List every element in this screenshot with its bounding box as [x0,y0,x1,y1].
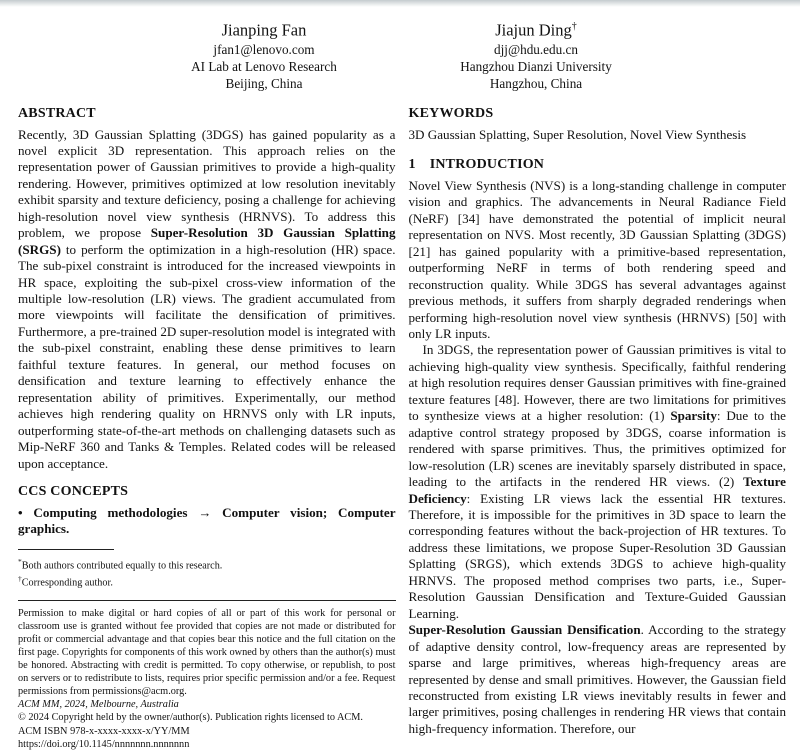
author-block-2 [400,16,672,92]
section-number: 1 [408,156,416,172]
footnote-equal-contribution [18,555,396,572]
intro-paragraph-2 [409,342,787,622]
sparsity-bold-term: Sparsity [670,408,717,424]
ccs-concept: Computer vision; Computer graphics [18,505,396,537]
right-column [409,106,787,751]
author-name-text: Jiajun Ding [495,20,572,40]
author-name-superscript: † [571,21,577,32]
author-block-1 [128,16,400,92]
keywords-list: 3D Gaussian Splatting, Super Resolution, Novel View Synthesis [408,126,747,142]
author-affiliation: AI Lab at Lenovo Research [191,58,337,74]
footnote-corresponding-author [18,572,396,589]
abstract-paragraph [18,127,396,473]
author-affiliation: Hangzhou Dianzi University [460,58,612,74]
ccs-bullet: • [18,505,34,521]
isbn-line: ACM ISBN 978-x-xxxx-xxxx-x/YY/MM [18,725,190,737]
abstract-text: to perform the optimization in a high-resolution (HR) space. The sub-pixel constraint is introduced for the increased viewpoints in HR space, exploiting the sub-pixel cross-view information of the multiple low-resolution (LR) views. The gradient accumulated from more viewpoints will facilitate the densification of primitives. Furthermore, a pre-trained 2D super-resolution model is integrated with the sub-pixel constraint, enabling these dense primitives to learn faithful texture features. In general, our method focuses on densification and texture learning to effectively enhance the representation ability of primitives. Experimentally, our method achieves high rendering quality on HRNVS only with LR inputs, outperforming state-of-the-art methods on challenging datasets such as Mip-NeRF 360 and Tanks & Temples. Related codes will be released upon acceptance. [18,241,396,471]
author-location: Beijing, China [225,75,303,91]
texture-deficiency-bold-term: Texture Deficiency [408,474,786,506]
page-top-edge [0,0,800,7]
intro-text: : Due to the adaptive control strategy proposed by 3DGS, coarse information is rendered with sparse primitives. Thus, the primitives optimized for low-resolution (LR) scenes are inevitably sparsely distributed in space, leading to the artifacts in the rendered HR views. (2) [408,408,786,490]
author-name-text: Jianping Fan [221,20,307,40]
ccs-heading: CCS CONCEPTS [18,484,129,500]
section-title: INTRODUCTION [429,156,545,172]
author-name [400,16,672,41]
intro-text: In 3DGS, the representation power of Gaussian primitives is vital to achieving high-quality view synthesis. Specifically, faithful rendering at high resolution requires denser Gaussian primitives with fine-grained texture features [48]. However, there are two limitations for primitives to synthesize views at a higher resolution: (1) [408,342,786,424]
keywords-heading: KEYWORDS [408,105,494,121]
ccs-period: . [66,521,70,537]
author-name [128,16,400,41]
ccs-concept: Computing methodologies [33,505,188,521]
introduction-heading [409,157,787,173]
ccs-paragraph [18,505,396,538]
conference-line: ACM MM, 2024, Melbourne, Australia [18,699,179,711]
intro-paragraph-3 [409,622,787,737]
intro-text: . According to the strategy of adaptive density control, low-frequency areas are represented by sparse and large primitives, whereas high-frequency areas are represented by dense and small primitives. However, the Gaussian field reconstructed from existing LR views inevitably results in fewer and larger primitives, posing challenges in rendering HR views that contain high-frequency information. Therefore, our [408,622,786,736]
asterisk-marker: * [18,556,22,566]
permission-separator-rule [18,600,396,601]
doi-link[interactable]: https://doi.org/10.1145/nnnnnnn.nnnnnnn [18,738,190,750]
copyright-line: © 2024 Copyright held by the owner/author(s). Publication rights licensed to ACM. [18,712,364,724]
two-column-body [18,106,786,751]
intro-paragraph-1: Novel View Synthesis (NVS) is a long-standing challenge in computer vision and graphics. The advancements in Neural Radiance Field (NeRF) [34] have demonstrated the potential of implicit neural representation on NVS. Most recently, 3D Gaussian Splatting (3DGS) [21] has gained popularity with a primitive-based representation, outperforming NeRF in terms of both rendering speed and reconstruction quality. While 3DGS has several advantages against previous methods, it suffers from sharply degraded renderings when performing high-resolution novel view synthesis (HRNVS) [50] with only LR inputs. [408,177,786,342]
densification-bold-run-in-heading: Super-Resolution Gaussian Densification [408,622,641,638]
author-location: Hangzhou, China [489,75,583,91]
author-email: jfan1@lenovo.com [213,41,315,57]
footnote-separator-rule [18,549,114,550]
left-column [18,106,396,751]
abstract-bold-method-name: Super-Resolution 3D Gaussian Splatting (SRGS) [18,225,396,257]
arrow-glyph: → [187,505,223,521]
footnote-text: Both authors contributed equally to this research. [21,560,223,572]
abstract-heading: ABSTRACT [18,105,96,121]
doi-line [18,738,396,751]
footnote-text: Corresponding author. [21,577,113,589]
authors-header [0,16,800,92]
author-email: djj@hdu.edu.cn [494,41,578,57]
dagger-marker: † [18,574,22,584]
intro-text: : Existing LR views lack the essential HR textures. Therefore, it is impossible for the primitives in 3D space to learn the corresponding features without the back-projection of HR textures. To address these limitations, we propose Super-Resolution 3D Gaussian Splatting (SRGS), which extends 3DGS to achieve high-quality HRNVS. The proposed method comprises two parts, i.e., Super-Resolution Gaussian Densification and Texture-Guided Gaussian Learning. [408,490,786,621]
abstract-text: Recently, 3D Gaussian Splatting (3DGS) has gained popularity as a novel explicit 3D representation. This approach relies on the representation power of Gaussian primitives to provide a high-quality rendering. However, primitives optimized at low resolution inevitably exhibit sparsity and texture deficiency, posing a challenge for achieving high-resolution novel view synthesis (HRNVS). To address this problem, we propose [18,126,396,241]
permission-statement: Permission to make digital or hard copies of all or part of this work for personal or classroom use is granted without fee provided that copies are not made or distributed for profit or commercial advantage and that copies bear this notice and the full citation on the first page. Copyrights for components of this work owned by others than the author(s) must be honored. Abstracting with credit is permitted. To copy otherwise, or republish, to post on servers or to redistribute to lists, requires prior specific permission and/or a fee. Request permissions from permissions@acm.org. [18,607,396,698]
